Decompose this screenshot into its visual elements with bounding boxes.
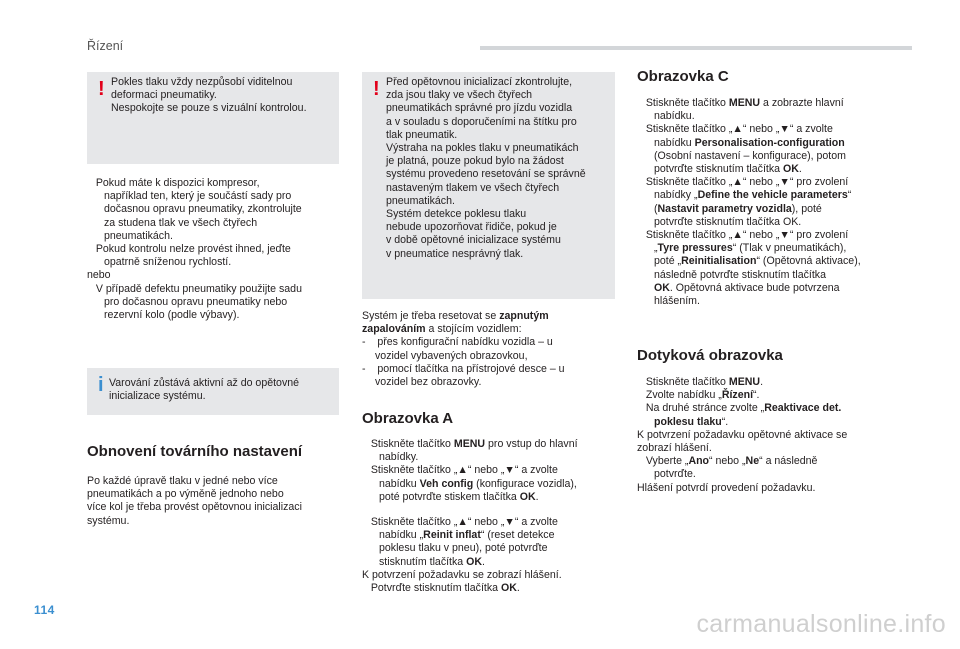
heading-touchscreen: Dotyková obrazovka [637,347,783,364]
section-heading: Obnovení továrního nastavení [87,443,303,460]
list-item: - přes konfigurační nabídku vozidla – u vozidel vybavených obrazovkou, [362,336,553,362]
screen-a-steps: Stiskněte tlačítko MENU pro vstup do hlavní nabídky. Stiskněte tlačítko „▲“ nebo „▼“ a zvolte nabídku Veh config (konfigurace vozidla), poté potvrďte stiskem tlačítka OK. Stiskněte tlačítko „▲“ nebo „▼“ a zvolte nabídku „Reinit inflat“ (reset detekce poklesu tlaku v pneu), poté potvrďte stisknutím tlačítka OK. K potvrzení požadavku se zobrazí hlášení. Potvrďte stisknutím tlačítka OK. [362,438,622,595]
list-item: Stiskněte tlačítko „▲“ nebo „▼“ a zvolte nabídku „Reinit inflat“ (reset detekce poklesu tlaku v pneu), poté potvrďte stisknutím tlačítka OK. [370,516,558,568]
info-box [87,368,339,415]
list-item: Stiskněte tlačítko MENU. [645,376,764,388]
list-item: Pokud kontrolu nelze provést ihned, jeďte opatrně sníženou rychlostí. [95,243,291,269]
warning-icon: ! [373,78,380,100]
warning-box-reinit: ! Před opětovnou inicializací zkontrolujte, zda jsou tlaky ve všech čtyřech pneumatikách správné pro jízdu vozidla a v souladu s doporučeními na štítku pro tlak pneumatik. Výstraha na pokles tlaku v pneumatikách je platná, pouze pokud bylo na žádost systému provedeno resetování se správně nastaveným tlakem ve všech čtyřech pneumatikách. Systém detekce poklesu tlaku nebude upozorňovat řidiče, pokud je v době opětovné inicializace systému v pneumatice nesprávný tlak. [362,72,615,299]
header-bar [480,46,912,50]
list-item: Pokud máte k dispozici kompresor, například ten, který je součástí sady pro dočasnou opravu pneumatiky, zkontrolujte za studena tlak ve všech čtyřech pneumatikách. [95,177,302,242]
warning-icon: ! [98,78,105,100]
list-item: Stiskněte tlačítko „▲“ nebo „▼“ pro zvolení „Tyre pressures“ (Tlak v pneumatikách), poté „Reinitialisation“ (Opětovná aktivace), následně potvrďte stisknutím tlačítka OK. Opětovná aktivace bude potvrzena hlášením. [645,229,861,308]
compressor-list [87,177,342,322]
list-item: Stiskněte tlačítko „▲“ nebo „▼“ a zvolte nabídku Veh config (konfigurace vozidla), poté potvrďte stiskem tlačítka OK. [370,464,577,503]
touchscreen-steps: Stiskněte tlačítko MENU. Zvolte nabídku „Řízení“. Na druhé stránce zvolte „Reaktivace det. poklesu tlaku“. K potvrzení požadavku opětovné aktivace se zobrazí hlášení. Vyberte „Ano“ nebo „Ne“ a následně potvrďte. Hlášení potvrdí provedení požadavku. [637,376,902,495]
text-line: Varování zůstává aktivní až do opětovné [109,377,300,389]
list-item: Stiskněte tlačítko „▲“ nebo „▼“ a zvolte nabídku Personalisation-configuration (Osobní nastavení – konfigurace), potom potvrďte stisknutím tlačítka OK. [645,123,846,176]
list-item: Stiskněte tlačítko MENU a zobrazte hlavní nabídku. [645,97,844,123]
page-number: 114 [34,603,55,617]
heading-screen-c: Obrazovka C [637,68,729,85]
text-line: Pokles tlaku vždy nezpůsobí viditelnou [111,76,293,88]
info-icon: i [98,374,104,396]
list-item: Vyberte „Ano“ nebo „Ne“ a následně potvrďte. [645,455,818,481]
screen-c-steps [637,97,902,308]
reset-paragraph: Po každé úpravě tlaku v jedné nebo více pneumatikách a po výměně jednoho nebo více kol je třeba provést opětovnou inicializaci systému. [87,475,302,527]
list-item: Stiskněte tlačítko „▲“ nebo „▼“ pro zvolení nabídky „Define the vehicle parameters“ (Nastavit parametry vozidla), poté potvrďte stisknutím tlačítka OK. [645,176,852,228]
list-item: V případě defektu pneumatiky použijte sadu pro dočasnou opravu pneumatiky nebo rezervní kolo (podle výbavy). [95,282,302,322]
heading-screen-a: Obrazovka A [362,410,454,427]
warning-box-pressure [87,72,339,164]
text-line: Nespokojte se pouze s vizuální kontrolou. [111,102,307,115]
text-line: deformaci pneumatiky. [111,89,217,102]
list-item: - pomocí tlačítka na přístrojové desce – u vozidel bez obrazovky. [362,362,565,389]
section-title: Řízení [87,39,124,53]
text-line: inicializace systému. [109,390,206,403]
list-item: Na druhé stránce zvolte „Reaktivace det. poklesu tlaku“. [645,402,842,428]
list-item: Stiskněte tlačítko MENU pro vstup do hlavní nabídky. [370,438,578,464]
reset-intro: Systém je třeba resetovat se zapnutým zapalováním a stojícím vozidlem: - přes konfigurační nabídku vozidla – u vozidel vybavených obrazovkou, - pomocí tlačítka na přístrojové desce – u vozidel bez obrazovky. [362,310,617,389]
watermark: carmanualsonline.info [696,610,946,638]
list-item: Zvolte nabídku „Řízení“. [645,389,760,402]
list-item: Potvrďte stisknutím tlačítka OK. [370,582,520,595]
or-text: nebo [87,269,111,282]
